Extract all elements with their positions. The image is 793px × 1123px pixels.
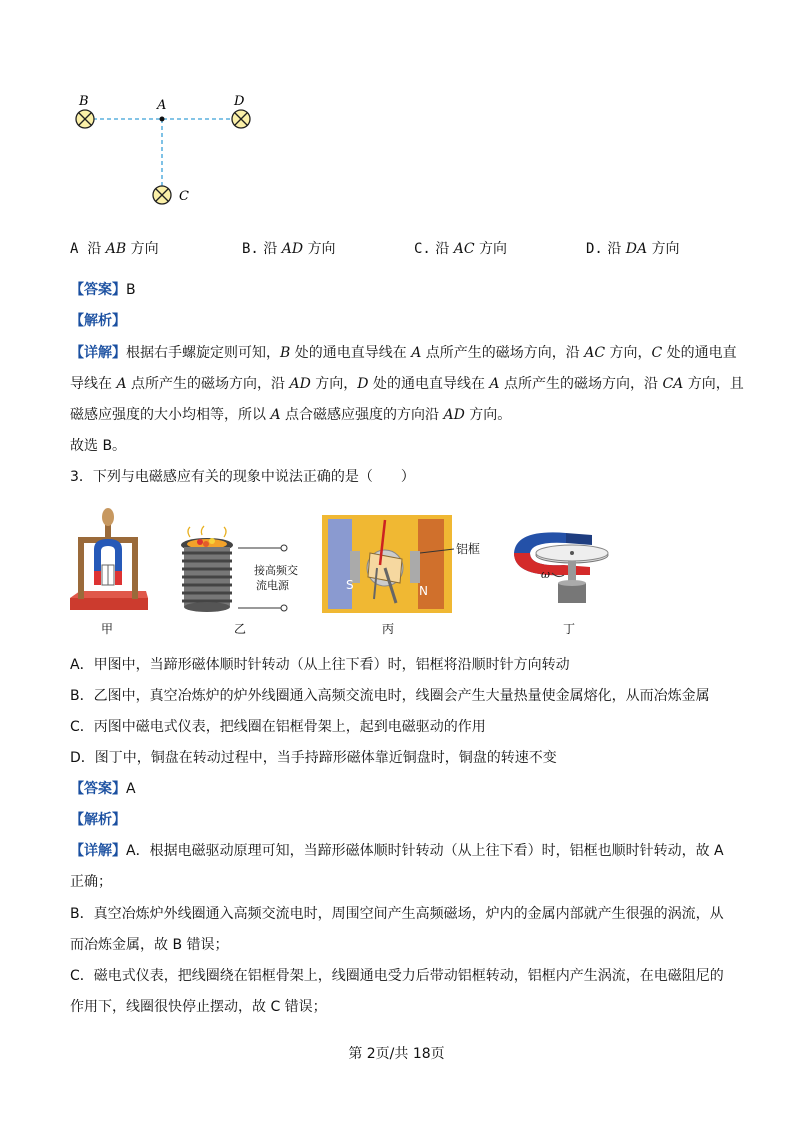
q2-option-a: A 沿 AB 方向: [70, 241, 159, 257]
wire-d-icon: [232, 110, 250, 128]
q3-answer: 【答案】A: [70, 781, 136, 797]
q2-detail-line-3: 磁感应强度的大小均相等，所以 A 点合磁感应强度的方向沿 AD 方向。: [70, 407, 512, 423]
figure-jia: [68, 505, 150, 617]
q2-answer: 【答案】B: [70, 282, 136, 298]
wire-c-icon: [153, 186, 171, 204]
q3-detail-line-5: C．磁电式仪表，把线圈绕在铝框骨架上，线圈通电受力后带动铝框转动，铝框内产生涡流，在电磁阻尼的: [70, 968, 724, 984]
q3-detail-line-4: 而冶炼金属，故 B 错误；: [70, 937, 229, 953]
q2-option-d: D. 沿 DA 方向: [586, 241, 680, 257]
caption-bing: 丙: [382, 622, 395, 636]
q2-option-b: B. 沿 AD 方向: [242, 241, 336, 257]
page-footer: 第 2页/共 18页: [348, 1046, 445, 1062]
caption-ding: 丁: [563, 622, 576, 636]
q3-detail-line-2: 正确；: [70, 874, 112, 890]
wire-diagram: [60, 88, 280, 218]
bing-frame-label: 铝框: [456, 542, 481, 556]
q2-detail-line-2: 导线在 A 点所产生的磁场方向，沿 AD 方向，D 处的通电直导线在 A 点所产生的磁场方向，沿 CA 方向，且: [70, 376, 744, 392]
ding-omega-label: ω: [541, 568, 550, 581]
q3-detail-line-6: 作用下，线圈很快停止摆动，故 C 错误；: [70, 999, 327, 1015]
q3-analysis-heading: 【解析】: [70, 812, 126, 828]
wire-b-icon: [76, 110, 94, 128]
caption-yi: 乙: [234, 622, 247, 636]
caption-jia: 甲: [101, 622, 114, 636]
bing-s-label: S: [346, 578, 354, 592]
yi-power-label: 接高频交 流电源: [254, 564, 298, 592]
bing-label-line: [420, 545, 460, 557]
q3-option-b: B．乙图中，真空冶炼炉的炉外线圈通入高频交流电时，线圈会产生大量热量使金属熔化，从而冶炼金属: [70, 688, 710, 704]
q3-option-c: C．丙图中磁电式仪表，把线圈在铝框骨架上，起到电磁驱动的作用: [70, 719, 486, 735]
figure-bing: [322, 515, 452, 613]
label-a: A: [157, 98, 167, 113]
point-a: [160, 117, 165, 122]
label-b: B: [79, 94, 89, 109]
q3-detail-line-1: 【详解】A．根据电磁驱动原理可知，当蹄形磁体顺时针转动（从上往下看）时，铝框也顺时针转动，故 A: [70, 843, 724, 859]
bing-n-label: N: [419, 584, 428, 598]
q3-detail-line-3: B．真空冶炼炉外线圈通入高频交流电时，周围空间产生高频磁场，炉内的金属内部就产生很强的涡流，从: [70, 906, 724, 922]
q2-detail-line-1: 【详解】根据右手螺旋定则可知，B 处的通电直导线在 A 点所产生的磁场方向，沿 AC 方向，C 处的通电直: [70, 345, 737, 361]
label-d: D: [234, 94, 245, 109]
q2-analysis-heading: 【解析】: [70, 313, 126, 329]
figure-ding: [506, 515, 616, 613]
q3-option-d: D．图丁中，铜盘在转动过程中，当手持蹄形磁体靠近铜盘时，铜盘的转速不变: [70, 750, 557, 766]
label-c: C: [179, 189, 189, 204]
q3-option-a: A．甲图中，当蹄形磁体顺时针转动（从上往下看）时，铝框将沿顺时针方向转动: [70, 657, 570, 673]
q2-option-c: C. 沿 AC 方向: [414, 241, 508, 257]
q3-stem: 3．下列与电磁感应有关的现象中说法正确的是（ ）: [70, 469, 415, 485]
q2-conclusion: 故选 B。: [70, 438, 127, 454]
